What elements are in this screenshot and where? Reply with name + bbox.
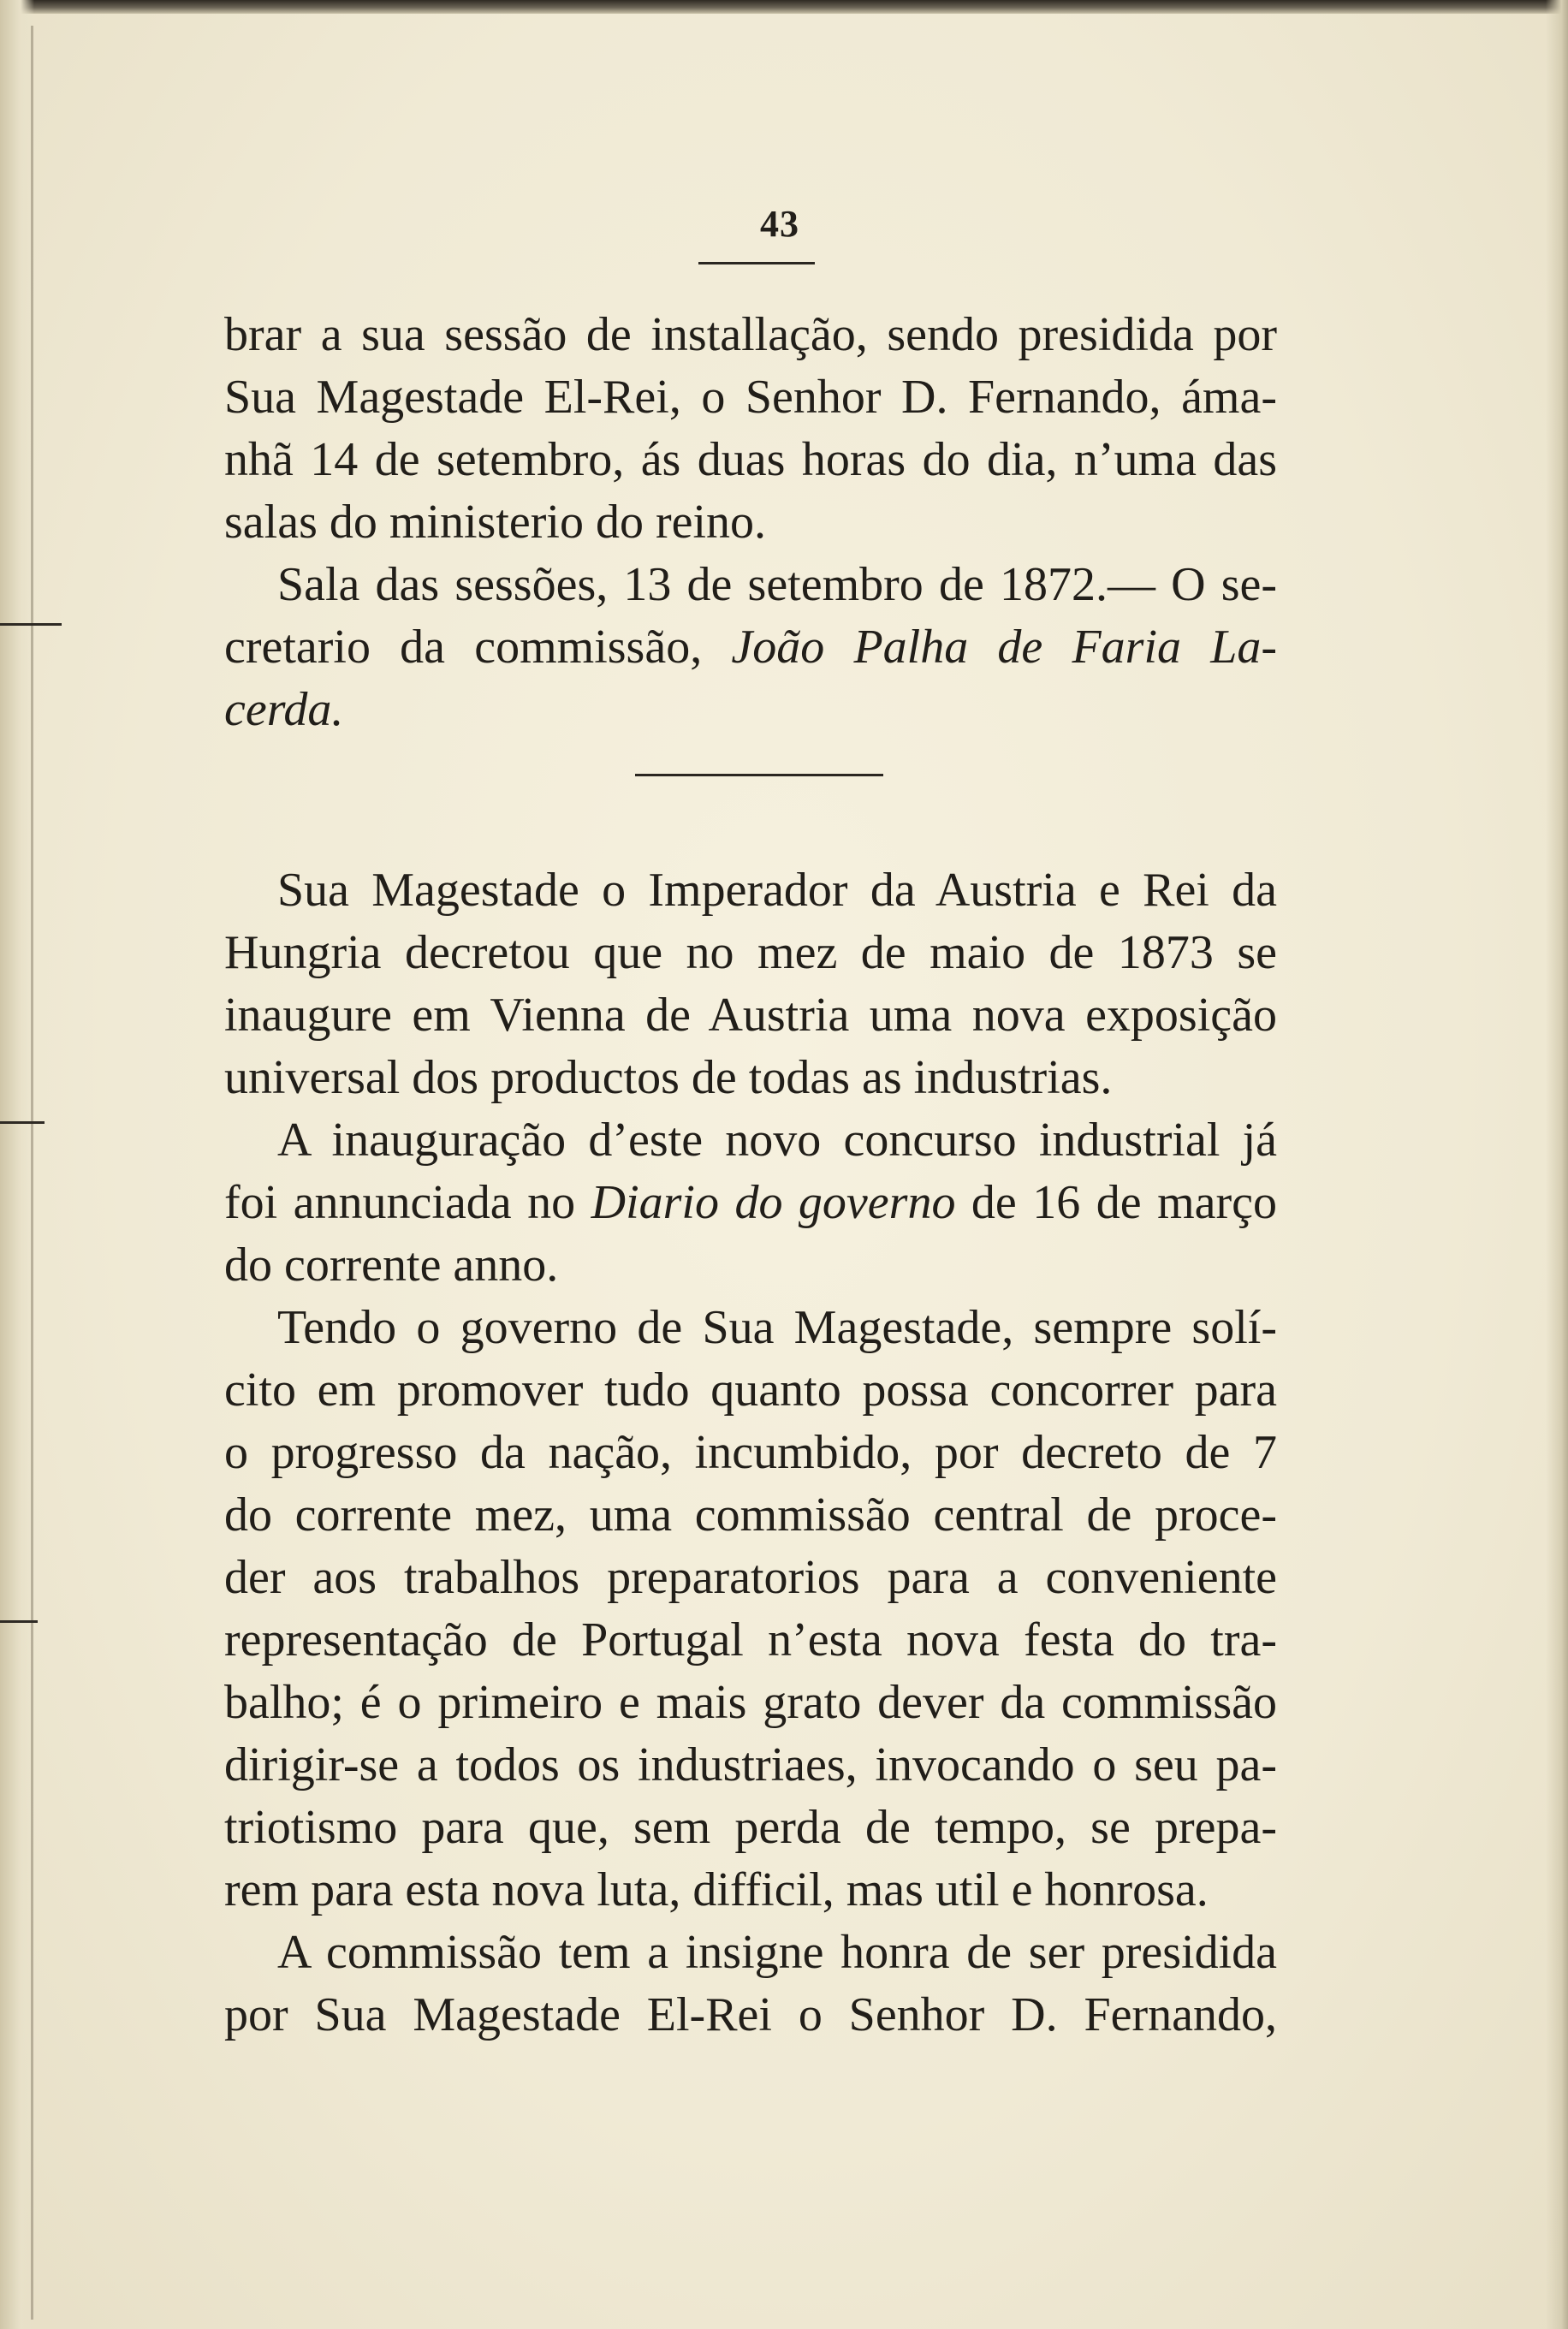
text-line: A inauguração d’este novo concurso industrial já (277, 1114, 1277, 1167)
page-top-edge (0, 0, 1568, 14)
page-binding-line (31, 26, 33, 2320)
text-line: rem para esta nova luta, difficil, mas util e honrosa. (224, 1863, 1209, 1916)
journal-line-start: foi annunciada no (224, 1176, 591, 1229)
section-divider (635, 774, 883, 776)
text-line: dirigir-se a todos os industriaes, invocando o seu pa- (224, 1738, 1277, 1791)
text-line: representação de Portugal n’esta nova festa do tra- (224, 1613, 1277, 1667)
text-line: nhã 14 de setembro, ás duas horas do dia, n’uma das (224, 433, 1277, 486)
margin-mark (0, 623, 62, 626)
text-line: inaugure em Vienna de Austria uma nova exposição (224, 989, 1277, 1042)
signature-line (224, 616, 1277, 679)
text-line (224, 679, 1277, 741)
text-line: Sua Magestade El-Rei, o Senhor D. Fernando, áma- (224, 371, 1277, 424)
section-2-text (224, 859, 1277, 2047)
text-line: Tendo o governo de Sua Magestade, sempre solí- (277, 1301, 1277, 1354)
text-line: do corrente anno. (224, 1239, 559, 1292)
signature-name-end: cerda. (224, 683, 344, 736)
page-number-rule (698, 262, 815, 264)
text-line: brar a sua sessão de installação, sendo presidida por (224, 308, 1277, 361)
text-line: universal dos productos de todas as industrias. (224, 1051, 1113, 1104)
page-number: 43 (760, 203, 799, 245)
margin-mark (0, 1620, 38, 1623)
page-right-edge (1546, 0, 1568, 2329)
text-line: cito em promover tudo quanto possa concorrer para (224, 1364, 1277, 1417)
section-1-text (224, 304, 1277, 741)
text-line: salas do ministerio do reino. (224, 496, 767, 549)
journal-line (224, 1172, 1277, 1234)
text-line: o progresso da nação, incumbido, por decreto de 7 (224, 1426, 1277, 1479)
text-line: triotismo para que, sem perda de tempo, se prepa- (224, 1801, 1277, 1854)
text-line: por Sua Magestade El-Rei o Senhor D. Fernando, (224, 1988, 1277, 2041)
page-left-edge (0, 0, 34, 2329)
text-line: balho; é o primeiro e mais grato dever da commissão (224, 1676, 1277, 1729)
text-line: do corrente mez, uma commissão central de proce- (224, 1488, 1277, 1542)
signature-line-start: cretario da commissão, (224, 621, 732, 674)
text-line: Sala das sessões, 13 de setembro de 1872.— O se- (277, 558, 1277, 611)
text-line: A commissão tem a insigne honra de ser presidida (277, 1926, 1277, 1979)
margin-mark (0, 1121, 45, 1124)
journal-title: Diario do governo (591, 1176, 956, 1229)
text-line: Hungria decretou que no mez de maio de 1873 se (224, 926, 1277, 979)
journal-line-end: de 16 de março (955, 1176, 1277, 1229)
text-line: der aos trabalhos preparatorios para a conveniente (224, 1551, 1277, 1604)
text-line: Sua Magestade o Imperador da Austria e Rei da (277, 864, 1277, 917)
signature-name: João Palha de Faria La- (731, 621, 1278, 674)
